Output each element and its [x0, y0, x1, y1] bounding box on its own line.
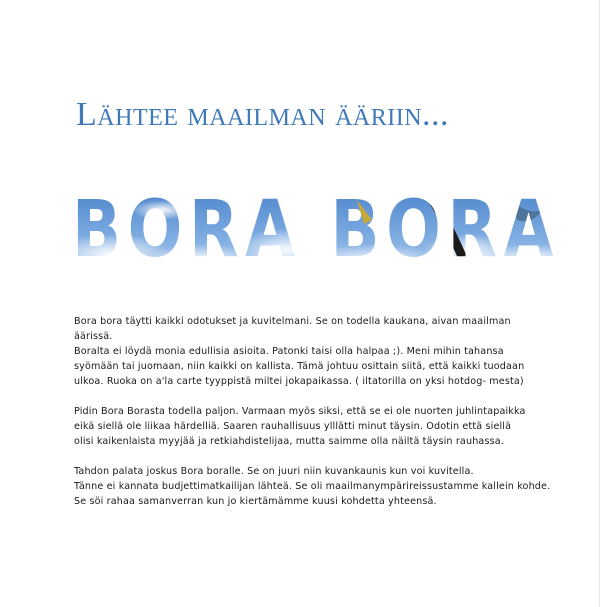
paragraph-1	[74, 314, 574, 389]
text-line: Bora bora täytti kaikki odotukset ja kuvitelmani. Se on todella kaukana, aivan maailman	[74, 316, 511, 327]
text-line: eikä siellä ole liikaa härdelliä. Saaren rauhallisuus ylllätti minut täysin. Odotin että siellä	[74, 421, 512, 432]
text-line: Se söi rahaa samanverran kun jo kiertämämme kuusi kohdetta yhteensä.	[74, 496, 437, 507]
text-line: syömään tai juomaan, niin kaikki on kallista. Tämä johtuu osittain siitä, että kaikki tuodaan	[74, 361, 525, 372]
text-line: ulkoa. Ruoka on a'la carte tyyppistä miltei jokapaikassa. ( iltatorilla on yksi hotdog- mesta)	[74, 376, 524, 387]
text-line: Tänne ei kannata budjettimatkailijan lähteä. Se oli maailmanympärireissustamme kallein kohde.	[74, 481, 551, 492]
text-line: äärissä.	[74, 331, 113, 342]
sky-photo-fill	[72, 190, 562, 270]
paragraph-3	[74, 464, 574, 509]
hero-title-block	[72, 190, 562, 270]
text-line: Pidin Bora Borasta todella paljon. Varmaan myös siksi, että se ei ole nuorten juhlintapaikka	[74, 406, 526, 417]
page-subtitle: Lähtee maailman ääriin...	[76, 96, 450, 133]
article-body	[74, 314, 574, 524]
paragraph-2	[74, 404, 574, 449]
hero-title-graphic	[72, 190, 562, 270]
text-line: olisi kaikenlaista myyjää ja retkiahdistelijaa, mutta saimme olla näiltä täysin rauhassa.	[74, 436, 504, 447]
text-line: Boralta ei löydä monia edullisia asioita. Patonki taisi olla halpaa ;). Meni mihin tahansa	[74, 346, 504, 357]
text-line: Tahdon palata joskus Bora boralle. Se on juuri niin kuvankaunis kun voi kuvitella.	[74, 466, 474, 477]
